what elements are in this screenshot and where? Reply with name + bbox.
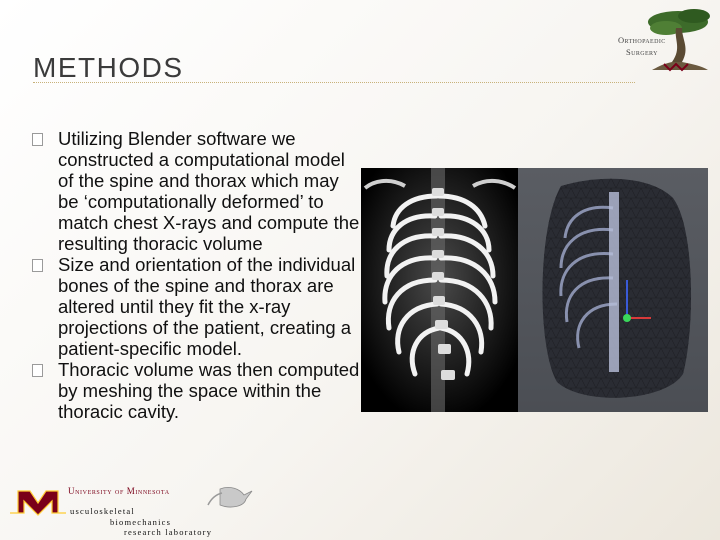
title-divider <box>33 82 635 83</box>
lab-line-2: biomechanics <box>110 517 172 527</box>
bullet-item <box>32 359 362 422</box>
bullet-item <box>32 128 362 254</box>
box-bullet-icon <box>32 259 43 272</box>
bullet-text: Thoracic volume was then computed by meshing the space within the thoracic cavity. <box>58 359 360 422</box>
surgery-line: Surgery <box>626 47 658 57</box>
bullet-item <box>32 254 362 359</box>
orthopaedic-logo-text <box>618 34 688 58</box>
xray-ribcage-image <box>361 168 518 412</box>
bullet-text: Size and orientation of the individual bones of the spine and thorax are altered until they fit the x-ray projections of the patient, creating a patient-specific model. <box>58 254 356 359</box>
ribcage-figure <box>361 168 708 412</box>
box-bullet-icon <box>32 364 43 377</box>
bullet-list <box>32 128 362 422</box>
university-name: University of Minnesota <box>68 486 170 496</box>
orthopaedic-line: Orthopaedic <box>618 35 666 45</box>
lab-line-1: usculoskeletal <box>70 506 135 516</box>
slide-title: METHODS <box>33 52 184 83</box>
lab-line-3: research laboratory <box>124 527 213 537</box>
mesh-ribcage-render <box>518 168 708 412</box>
box-bullet-icon <box>32 133 43 146</box>
bullet-text: Utilizing Blender software we constructed a computational model of the spine and thorax which may be ‘computationally deformed’ to match chest X-rays and compute the resulting thoracic volume <box>58 128 360 254</box>
